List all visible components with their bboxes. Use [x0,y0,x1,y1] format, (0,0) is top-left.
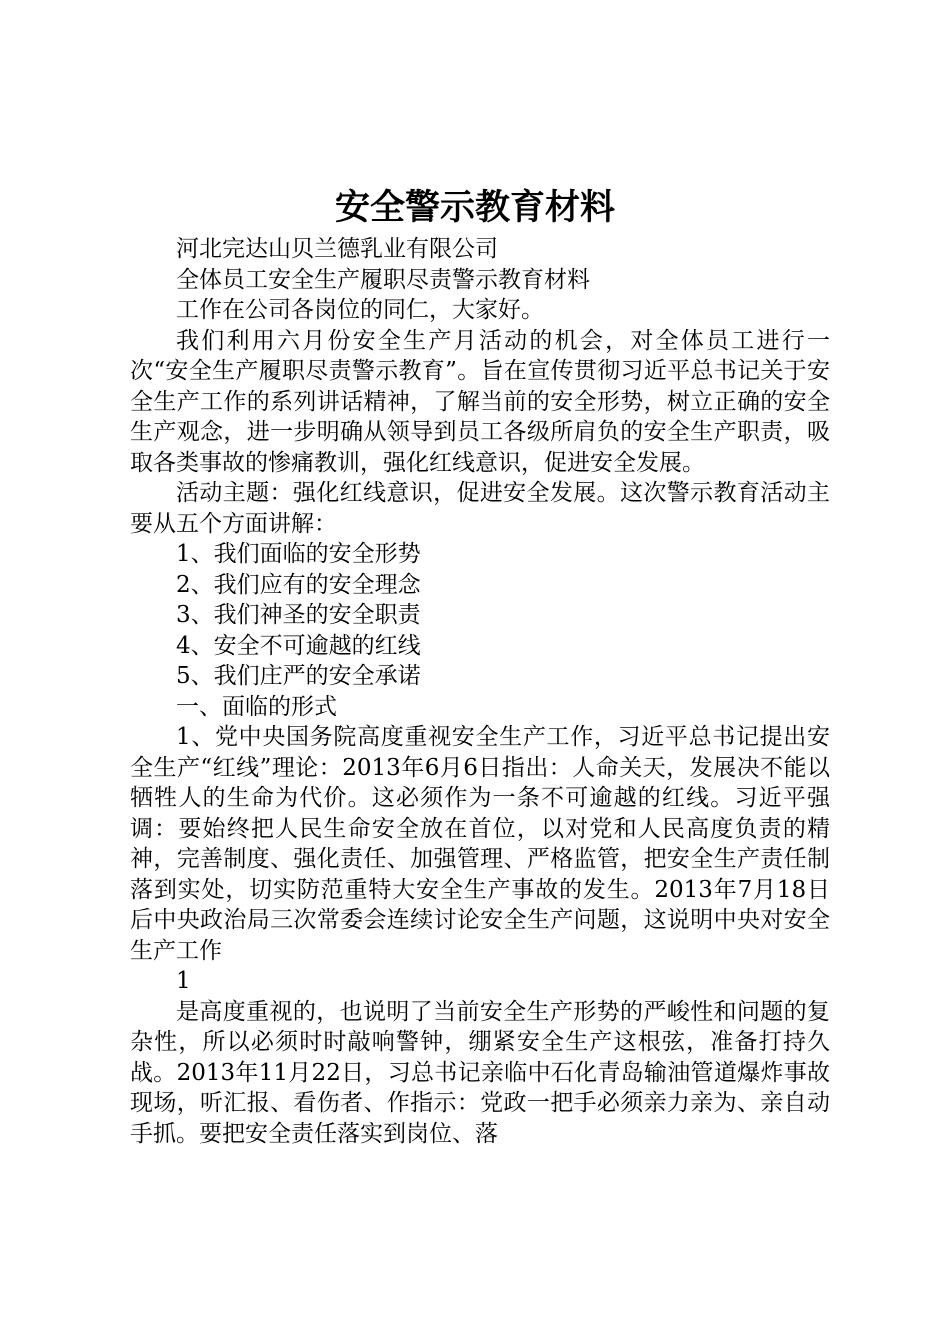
document-title: 安全警示教育材料 [334,187,615,228]
body-paragraph: 1、党中央国务院高度重视安全生产工作，习近平总书记提出安全生产“红线”理论：2013年6月6日指出：人命关天，发展决不能以牺牲人的生命为代价。这必须作为一条不可逾越的红线。习近平强调：要始终把人民生命安全放在首位，以对党和人民高度负责的精神，完善制度、强化责任、加强管理、严格监管，把安全生产责任制落到实处，切实防范重特大安全生产事故的发生。2013年7月18日后中央政治局三次常委会连续讨论安全生产问题，这说明中央对安全生产工作 [130,724,830,964]
section-heading: 一、面临的形式 [176,693,337,720]
theme-paragraph: 活动主题：强化红线意识，促进安全发展。这次警示教育活动主要从五个方面讲解： [130,480,830,537]
intro-paragraph: 我们利用六月份安全生产月活动的机会，对全体员工进行一次“安全生产履职尽责警示教育”。旨在宣传贯彻习近平总书记关于安全生产工作的系列讲话精神，了解当前的安全形势，树立正确的安全生产观念，进一步明确从领导到员工各级所肩负的安全生产职责，吸取各类事故的惨痛教训，强化红线意识，促进安全发展。 [130,327,830,476]
greeting-line: 工作在公司各岗位的同仁，大家好。 [176,297,544,323]
list-item: 2、我们应有的安全理念 [176,571,421,598]
list-item: 5、我们庄严的安全承诺 [176,663,421,689]
list-item: 1、我们面临的安全形势 [176,541,421,567]
list-item: 3、我们神圣的安全职责 [176,602,421,628]
list-item: 4、安全不可逾越的红线 [176,632,421,659]
subtitle-line: 全体员工安全生产履职尽责警示教育材料 [176,266,590,293]
document-body [130,234,830,1149]
company-name-line: 河北完达山贝兰德乳业有限公司 [176,236,498,262]
page-number: 1 [176,968,191,994]
body-paragraph: 是高度重视的，也说明了当前安全生产形势的严峻性和问题的复杂性，所以必须时时敲响警钟，绷紧安全生产这根弦，准备打持久战。2013年11月22日，习总书记亲临中石化青岛输油管道爆炸事故现场，听汇报、看伤者、作指示：党政一把手必须亲力亲为、亲自动手抓。要把安全责任落实到岗位、落 [130,998,830,1147]
